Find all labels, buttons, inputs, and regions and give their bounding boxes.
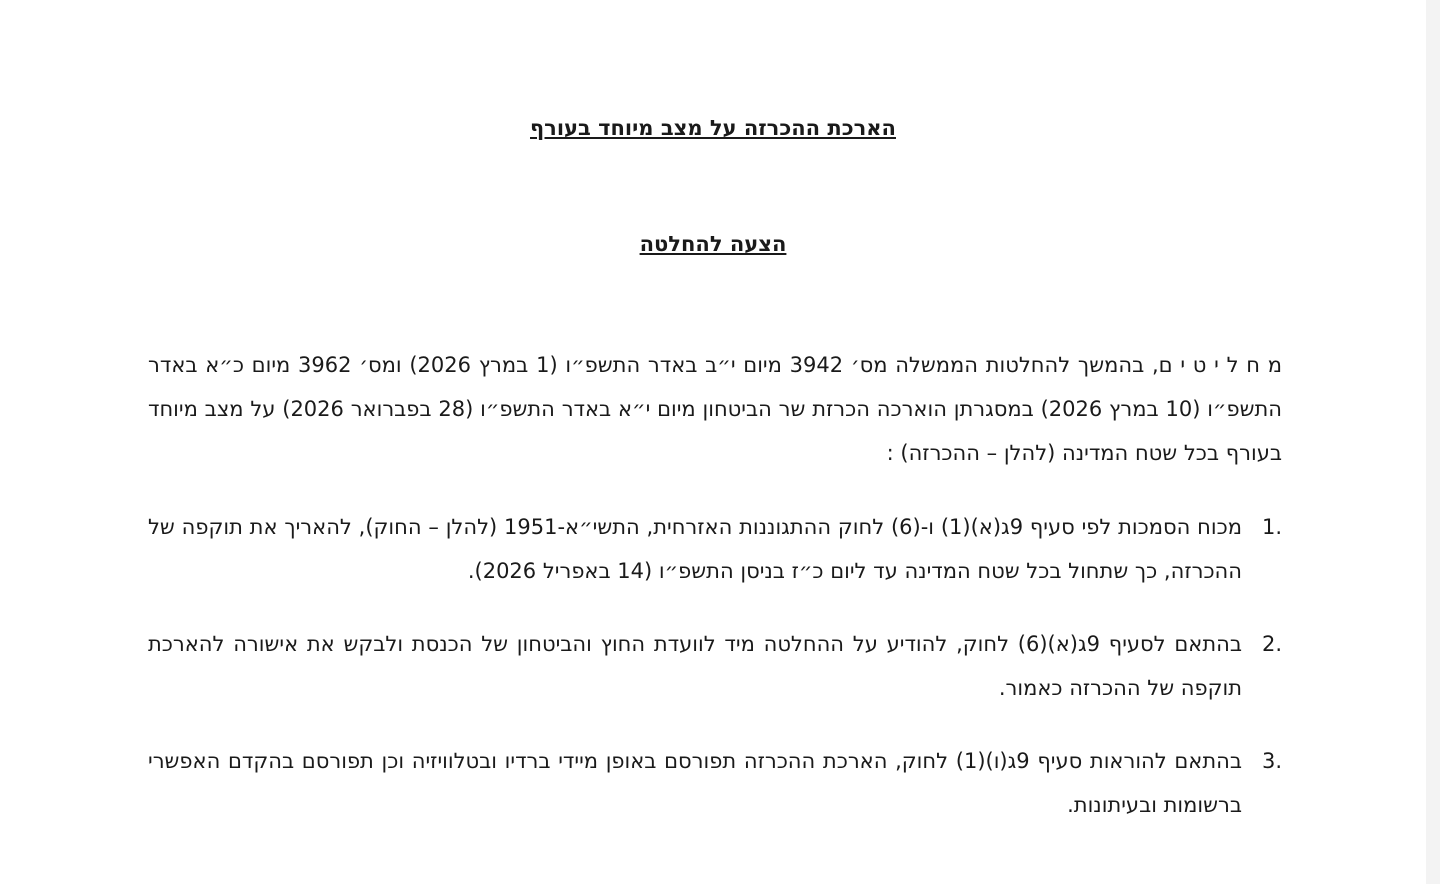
list-item-text: בהתאם לסעיף 9ג(א)(6) לחוק, להודיע על ההחלטה מיד לוועדת החוץ והביטחון של הכנסת ולבקש את אישורה להארכת תוקפה של ההכרזה כאמור. bbox=[148, 632, 1243, 700]
list-item bbox=[148, 739, 1282, 827]
list-item-text: בהתאם להוראות סעיף 9ג(ו)(1) לחוק, הארכת ההכרזה תפורסם באופן מיידי ברדיו ובטלוויזיה וכן תפורסם בהקדם האפשרי ברשומות ובעיתונות. bbox=[148, 749, 1243, 817]
list-item-text: מכוח הסמכות לפי סעיף 9ג(א)(1) ו-(6) לחוק ההתגוננות האזרחית, התשי״א-1951 (להלן – החוק), להאריך את תוקפה של ההכרזה, כך שתחול בכל שטח המדינה עד ליום כ״ז בניסן התשפ״ו (14 באפריל 2026). bbox=[148, 515, 1242, 583]
list-item bbox=[148, 505, 1282, 593]
list-item-number: 1. bbox=[1261, 515, 1282, 539]
document-subtitle: הצעה להחלטה bbox=[639, 232, 787, 256]
scrollbar-track[interactable] bbox=[1426, 0, 1440, 884]
list-item-number: 2. bbox=[1261, 632, 1282, 656]
document-title: הארכת ההכרזה על מצב מיוחד בעורף bbox=[530, 116, 896, 140]
list-item bbox=[148, 622, 1282, 710]
list-item-number: 3. bbox=[1261, 749, 1282, 773]
intro-paragraph: מ ח ל י ט י ם, בהמשך להחלטות הממשלה מס׳ 3942 מיום י״ב באדר התשפ״ו (1 במרץ 2026) ומס׳ 3962 מיום כ״א באדר התשפ״ו (10 במרץ 2026) במסגרתן הוארכה הכרזת שר הביטחון מיום י״א באדר התשפ״ו (28 בפברואר 2026) על מצב מיוחד בעורף בכל שטח המדינה (להלן – ההכרזה) : bbox=[148, 353, 1282, 465]
